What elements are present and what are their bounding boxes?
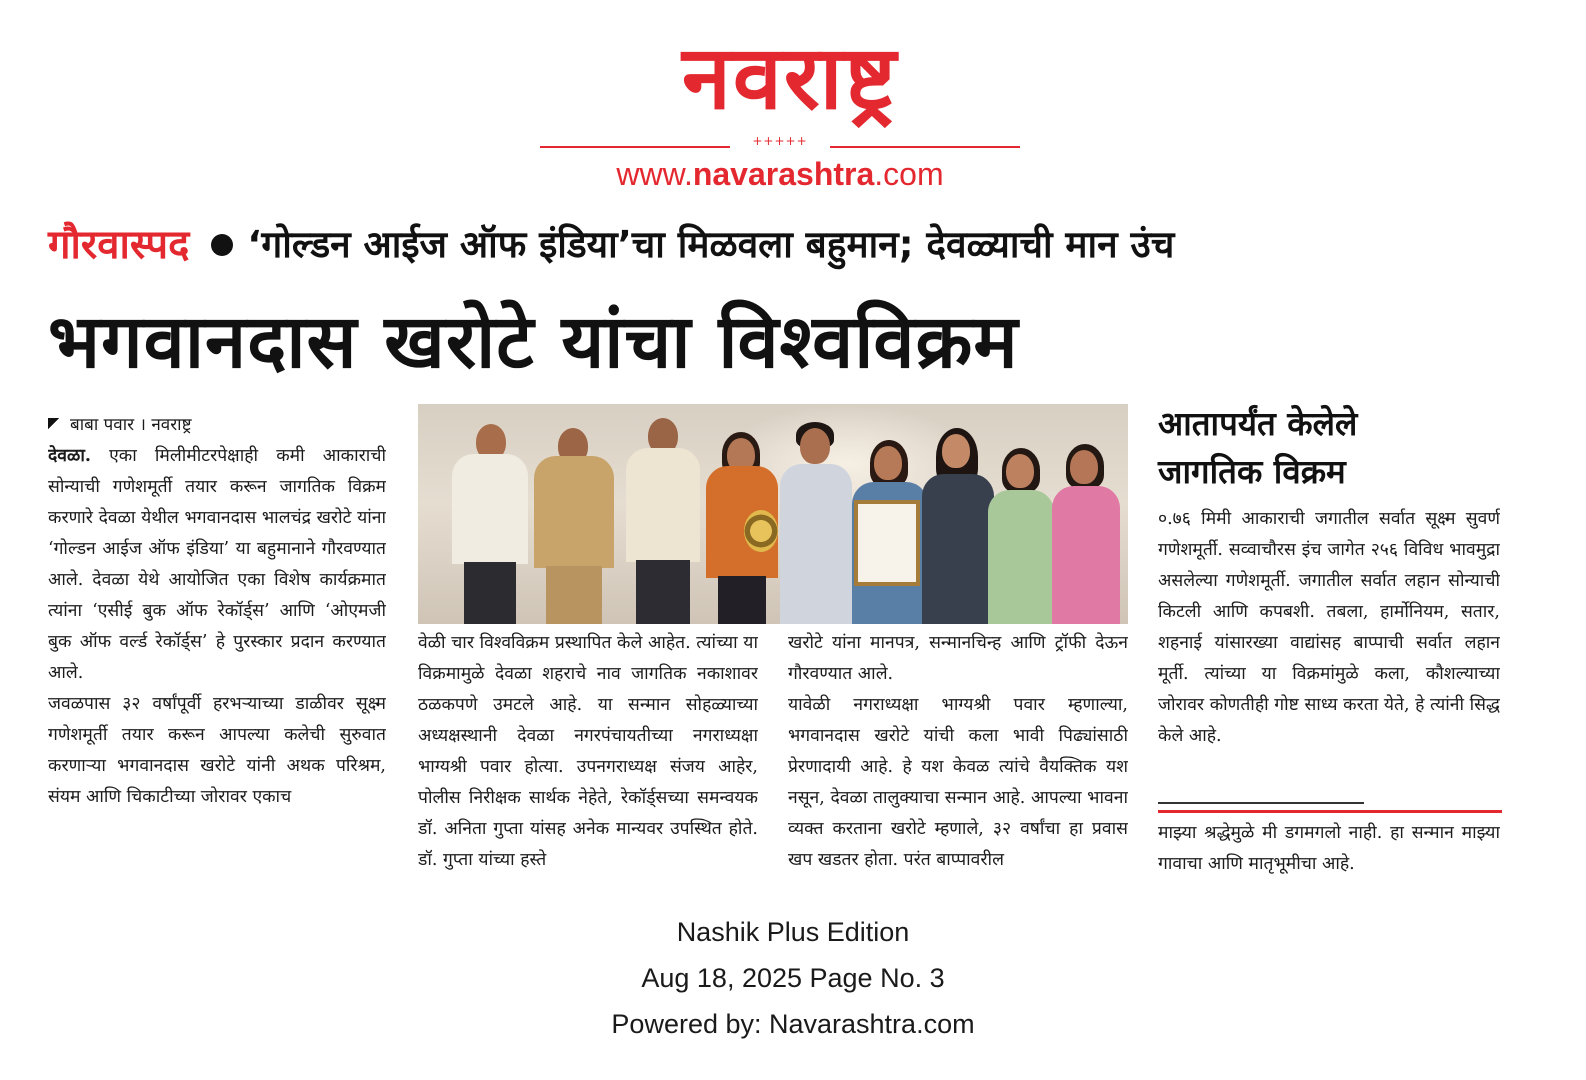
paragraph: यावेळी नगराध्यक्षा भाग्यश्री पवार म्हणाल्या, भगवानदास खरोटे यांची कला भावी पिढ्यांसाठी प्रेरणादायी आहे. हे यश केवळ त्यांचे वैयक्तिक यश नसून, देवळा तालुक्याचा सन्मान आहे. आपल्या भावना व्यक्त करताना खरोटे म्हणाले, ३२ वर्षांचा हा प्रवास खप खडतर होता. परंत बाप्पावरील (788, 695, 1128, 870)
photo-person (446, 424, 534, 624)
sidebar-quote (1158, 818, 1500, 910)
url-suffix: .com (874, 156, 944, 192)
paragraph: जवळपास ३२ वर्षांपूर्वी हरभऱ्याच्या डाळीवर सूक्ष्म गणेशमूर्ती तयार करून आपल्या कलेची सुरुवात करणाऱ्या भगवानदास खरोटे यांनी अथक परिश्रम, संयम आणि चिकाटीच्या जोरावर एकाच (48, 694, 386, 807)
paragraph: वेळी चार विश्वविक्रम प्रस्थापित केले आहेत. त्यांच्या या विक्रमामुळे देवळा शहराचे नाव जागतिक नकाशावर ठळकपणे उमटले आहे. या सन्मान सोहळ्याच्या अध्यक्षस्थानी देवळा नगरपंचायतीच्या नगराध्यक्षा भाग्यश्री पवार होत्या. उपनगराध्यक्ष संजय आहेर, पोलीस निरीक्षक सार्थक नेहेते, रेकॉर्ड्सच्या समन्वयक डॉ. अनिता गुप्ता यांसह अनेक मान्यवर उपस्थित होते. डॉ. गुप्ता यांच्या हस्ते (418, 633, 758, 870)
dateline: देवळा. (48, 446, 91, 466)
photo-person (1048, 448, 1124, 624)
powered-by-label: Powered by: Navarashtra.com (611, 1009, 975, 1039)
photo-person (984, 452, 1058, 624)
paragraph (48, 441, 386, 689)
byline-text: बाबा पवार । नवराष्ट्र (70, 415, 192, 435)
kicker-row (48, 214, 1548, 276)
sidebar-heading (1158, 400, 1500, 500)
date-page-label: Aug 18, 2025 Page No. 3 (641, 963, 945, 993)
trophy-icon (744, 510, 778, 552)
sidebar-records (1158, 504, 1500, 814)
article-column-1 (48, 410, 386, 908)
article-column-3 (788, 628, 1128, 908)
paragraph: माझ्या श्रद्धेमुळे मी डगमगलो नाही. हा सन्मान माझ्या गावाचा आणि मातृभूमीचा आहे. (1158, 823, 1500, 874)
event-photo (418, 404, 1128, 624)
sidebar-divider (1158, 810, 1502, 813)
headline: भगवानदास खरोटे यांचा विश्वविक्रम (48, 299, 1019, 385)
byline-icon (48, 418, 62, 432)
photo-person (620, 418, 706, 624)
bullet-icon (211, 234, 233, 256)
newspaper-url (540, 152, 1020, 196)
sidebar-heading-line: जागतिक विक्रम (1158, 452, 1346, 491)
paragraph-text: एका मिलीमीटरपेक्षाही कमी आकाराची सोन्याची गणेशमूर्ती तयार करून जागतिक विक्रम करणारे देवळा येथील भगवानदास भालचंद्र खरोटे यांना ‘गोल्डन आईज ऑफ इंडिया’ या बहुमानाने गौरवण्यात आले. देवळा येथे आयोजित एका विशेष कार्यक्रमात त्यांना ‘एसीई बुक ऑफ रेकॉर्ड्स’ आणि ‘ओएमजी बुक ऑफ वर्ल्ड रेकॉर्ड्स’ हे पुरस्कार प्रदान करण्यात आले. (48, 446, 386, 683)
photo-person (776, 428, 856, 624)
subheadline: ‘गोल्डन आईज ऑफ इंडिया’चा मिळवला बहुमान; देवळ्याची मान उंच (247, 223, 1175, 266)
photo-person (528, 428, 620, 624)
kicker: गौरवास्पद (48, 222, 190, 268)
sidebar-heading-line: आतापर्यंत केलेले (1158, 404, 1358, 443)
newspaper-name: नवराष्ट्र (682, 26, 898, 129)
url-prefix: www. (616, 156, 693, 192)
article-column-2 (418, 628, 758, 908)
url-brand: navarashtra (692, 156, 875, 192)
certificate-frame (854, 500, 920, 586)
paragraph: ०.७६ मिमी आकाराची जगातील सर्वात सूक्ष्म सुवर्ण गणेशमूर्ती. सव्वाचौरस इंच जागेत २५६ विविध भावमुद्रा असलेल्या गणेशमूर्ती. जगातील सर्वात लहान सोन्याची किटली आणि कपबशी. तबला, हार्मोनियम, सतार, शहनाई यांसारख्या वाद्यांसह बाप्पाची सर्वात लहान मूर्ती. त्यांच्या या विक्रमांमुळे कला, कौशल्याच्या जोरावर कोणतीही गोष्ट साध्य करता येते, हे त्यांनी सिद्ध केले आहे. (1158, 509, 1500, 746)
text-underline (1158, 802, 1364, 804)
logo-stars: +++++ (730, 134, 830, 148)
paragraph: खरोटे यांना मानपत्र, सन्मानचिन्ह आणि ट्रॉफी देऊन गौरवण्यात आले. (788, 633, 1128, 684)
byline (48, 410, 386, 441)
masthead-logo (540, 28, 1040, 198)
edition-label: Nashik Plus Edition (676, 917, 910, 947)
